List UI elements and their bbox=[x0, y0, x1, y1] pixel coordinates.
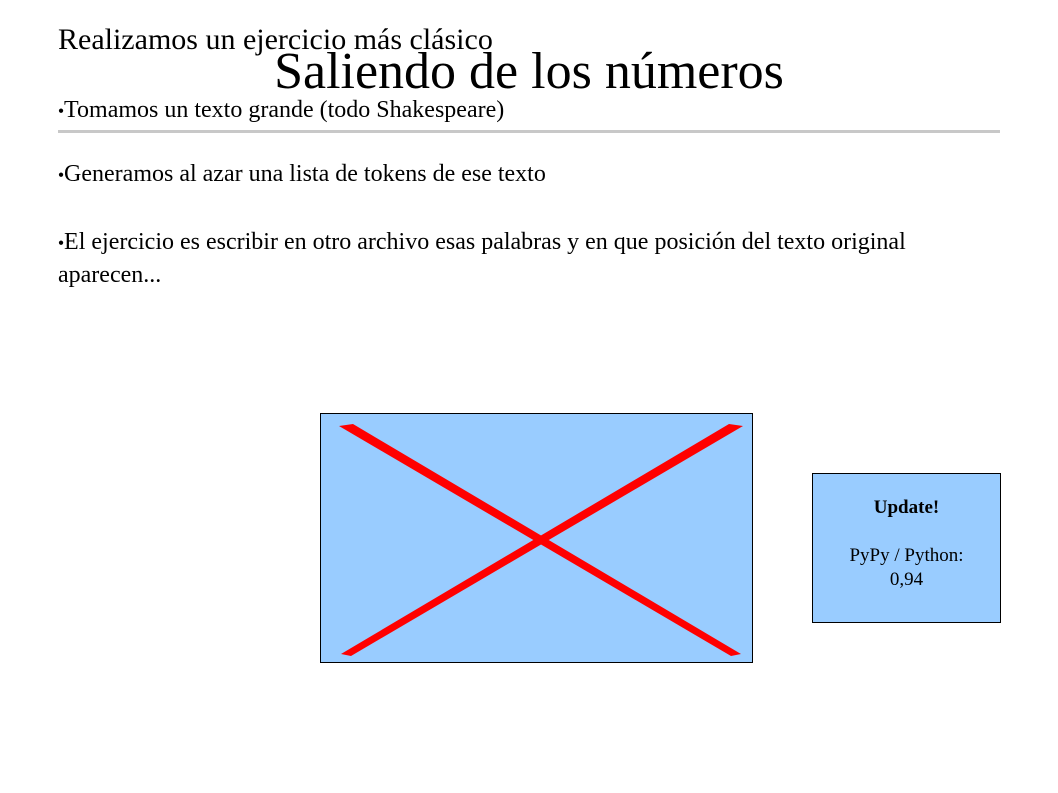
bullet-text: Generamos al azar una lista de tokens de ese texto bbox=[64, 161, 546, 187]
bullet-dot-icon: ● bbox=[58, 105, 65, 117]
bullet-text: Tomamos un texto grande (todo Shakespeare) bbox=[64, 97, 505, 123]
note-line-value: 0,94 bbox=[889, 569, 924, 590]
title-divider bbox=[58, 130, 1000, 133]
update-note-box bbox=[812, 473, 1001, 623]
slide-subtitle: Realizamos un ejercicio más clásico bbox=[58, 23, 493, 56]
note-spacer bbox=[813, 520, 1000, 544]
x-mark-icon bbox=[321, 414, 754, 664]
bullet-item bbox=[58, 158, 1008, 191]
bullet-text: El ejercicio es escribir en otro archivo esas palabras y en que posición del texto original aparecen... bbox=[58, 229, 906, 289]
bullet-dot-icon: ● bbox=[58, 169, 65, 181]
slide-title: Saliendo de los números bbox=[274, 43, 784, 100]
bullet-item bbox=[58, 94, 1008, 127]
image-placeholder bbox=[320, 413, 753, 663]
note-heading: Update! bbox=[873, 497, 940, 518]
bullet-dot-icon: ● bbox=[58, 237, 65, 249]
note-line-label: PyPy / Python: bbox=[849, 545, 964, 566]
bullet-item bbox=[58, 226, 1008, 291]
